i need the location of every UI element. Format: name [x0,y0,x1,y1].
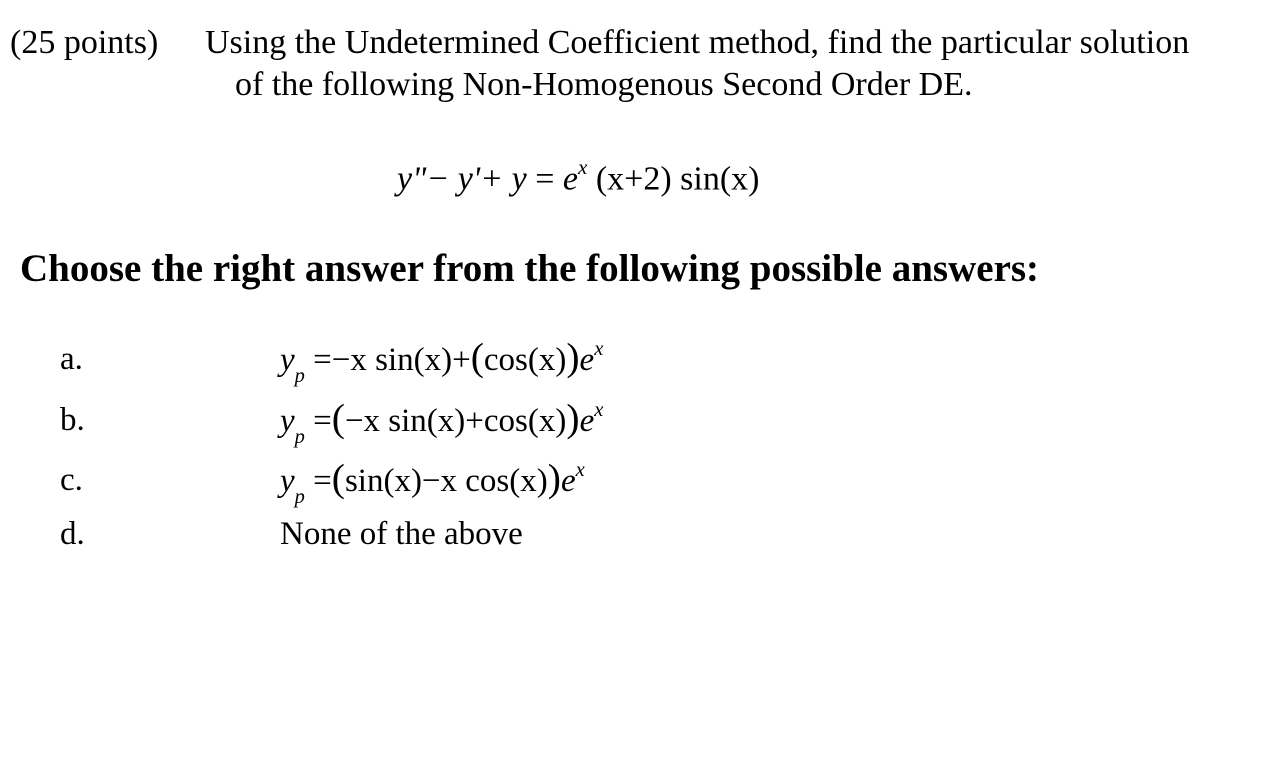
option-a-exp-base: e [579,342,595,378]
option-a-body-pre: =−x sin(x)+ [313,342,471,378]
equation-lhs: y"− y'+ y [397,160,527,198]
option-c-answer[interactable] [280,456,585,508]
option-a-paren-open: ( [470,335,484,379]
option-a-subscript: p [294,364,305,387]
option-a-exponent: x [594,337,604,360]
option-b-letter[interactable]: b. [60,402,85,438]
equation-exp-base: e [562,160,578,198]
option-b-body-pre: = [313,403,332,439]
differential-equation [397,154,760,198]
option-c-body-pre: = [313,463,332,499]
option-a-paren-close: ) [566,335,580,379]
option-b-exponent: x [594,398,604,421]
option-a-answer[interactable] [280,335,604,387]
option-b-paren-open: ( [331,396,345,440]
option-c-exponent: x [575,458,585,481]
option-b-exp-base: e [579,403,595,439]
option-b-paren-close: ) [566,396,580,440]
equation-exponent: x [578,154,588,179]
option-c-body-mid: sin(x)−x cos(x) [344,463,548,499]
option-c-y: y [280,463,295,499]
question-line-1: Using the Undetermined Coefficient method, find the particular solution [205,24,1190,61]
option-a-letter[interactable]: a. [60,341,83,377]
question-points: (25 points) [10,24,159,61]
option-b-answer[interactable] [280,396,604,448]
option-c-letter[interactable]: c. [60,462,83,498]
option-c-subscript: p [294,485,305,508]
instruction-heading: Choose the right answer from the following possible answers: [20,247,1040,290]
option-b-body-mid: −x sin(x)+cos(x) [344,403,567,439]
equation-equals: = [535,160,555,198]
option-d-answer[interactable]: None of the above [280,516,523,552]
option-a-body-mid: cos(x) [483,342,567,378]
option-d-letter[interactable]: d. [60,516,85,552]
question-line-2: of the following Non-Homogenous Second Order DE. [235,66,973,103]
option-b-y: y [280,403,295,439]
option-b-subscript: p [294,425,305,448]
equation-rhs-tail: (x+2) sin(x) [595,160,760,198]
option-c-paren-open: ( [331,456,345,500]
option-a-y: y [280,342,295,378]
option-c-exp-base: e [560,463,576,499]
option-c-paren-close: ) [547,456,561,500]
